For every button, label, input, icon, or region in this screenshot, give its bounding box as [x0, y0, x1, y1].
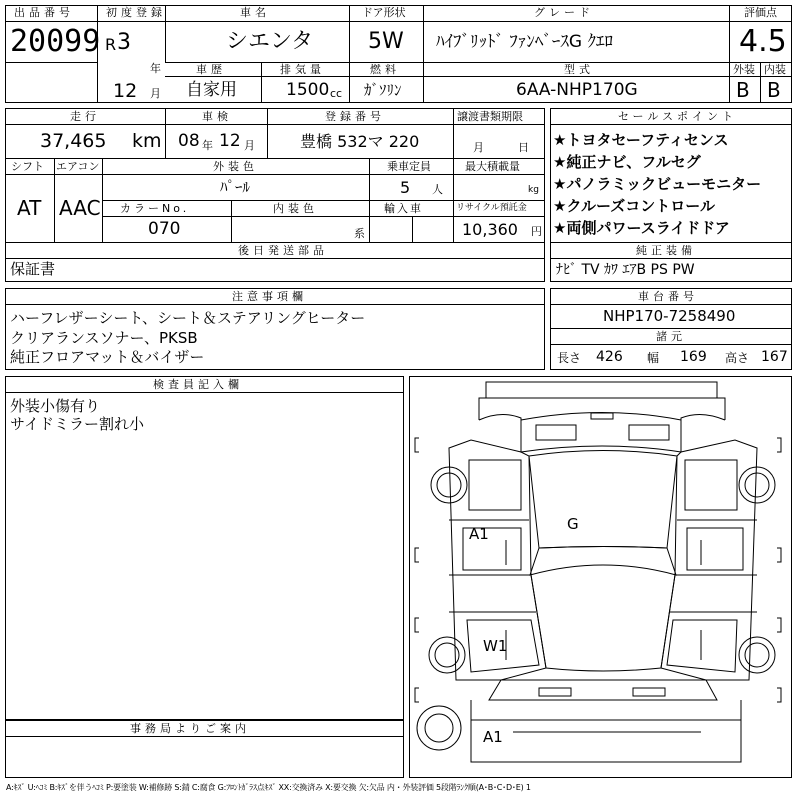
model-code: 6AA-NHP170G: [516, 80, 638, 100]
equipment-label: 純正装備: [636, 244, 696, 257]
damage-mark: W1: [483, 637, 508, 655]
divider: [550, 124, 792, 125]
grade-label: グレード: [534, 6, 594, 19]
displacement-unit: cc: [330, 87, 343, 100]
mileage: 37,465: [40, 130, 107, 152]
damage-legend: A:ｷｽﾞ U:ﾍｺﾐ B:ｷｽﾞを伴うﾍｺﾐ P:要塗装 W:補修跡 S:錆 C:腐食 G:ﾌﾛﾝﾄｶﾞﾗｽ点ｷｽﾞ XX:交換済み X:要交換 欠:欠品 内・外装評価 5段階ﾗﾝｸ順(A･B･C･D･E) 1: [6, 783, 531, 792]
color-number-label: カラーNo.: [120, 202, 190, 215]
car-name-label: 車名: [240, 6, 270, 19]
transfer-day-unit: 日: [518, 141, 529, 154]
height-label: 高さ: [725, 351, 750, 365]
divider: [5, 392, 404, 393]
length: 426: [596, 349, 623, 365]
sales-point-item: ★クルーズコントロール: [553, 197, 715, 215]
divider: [102, 216, 545, 217]
history: 自家用: [186, 80, 237, 100]
transfer-deadline-label: 譲渡書類期限: [457, 110, 523, 123]
divider: [5, 242, 545, 243]
first-registration-label: 初度登録: [106, 6, 166, 19]
inspection-label: 車検: [202, 110, 232, 123]
inspector-note: 外装小傷有り: [10, 397, 101, 415]
sales-points-list: [553, 129, 761, 239]
exterior-grade: B: [736, 78, 750, 102]
divider: [550, 258, 792, 259]
length-label: 長さ: [557, 351, 582, 365]
interior-grade: B: [767, 78, 781, 102]
width: 169: [680, 349, 707, 365]
divider: [729, 5, 730, 103]
note-line: 純正フロアマット＆バイザー: [10, 348, 205, 366]
capacity-label: 乗車定員: [387, 160, 431, 173]
lot-number: 20099: [10, 24, 101, 59]
score-label: 評価点: [744, 6, 777, 19]
ac-label: エアコン: [56, 160, 100, 173]
sales-point-item: ★両側パワースライドドア: [553, 219, 730, 237]
exterior-label: 外装: [733, 63, 755, 76]
inspector-note: サイドミラー割れ小: [10, 415, 144, 433]
recycle-deposit: 10,360: [462, 220, 518, 239]
divider: [349, 5, 350, 103]
chassis-number: NHP170-7258490: [603, 307, 736, 325]
divider: [412, 216, 413, 242]
height: 167: [761, 349, 788, 365]
divider: [5, 304, 545, 305]
divider: [231, 200, 232, 242]
car-name: シエンタ: [226, 29, 314, 54]
registration-year: 3: [117, 30, 131, 55]
era: R: [105, 35, 117, 54]
interior-color-label: 内装色: [273, 202, 318, 215]
divider: [102, 158, 103, 242]
divider: [165, 62, 792, 63]
width-label: 幅: [647, 351, 660, 365]
inspection-month-unit: 月: [244, 139, 255, 152]
note-line: ハーフレザーシート、シート＆ステアリングヒーター: [10, 309, 366, 327]
max-load-label: 最大積載量: [465, 160, 520, 173]
damage-mark: A1: [469, 525, 489, 543]
inspection-year: 08: [178, 131, 200, 151]
sales-points-label: セールスポイント: [618, 110, 738, 123]
model-label: 型式: [564, 63, 594, 76]
inspector-label: 検査員記入欄: [153, 378, 243, 391]
seating-capacity: 5: [400, 178, 411, 197]
divider: [550, 328, 792, 329]
body-color: ﾊﾟｰﾙ: [220, 178, 251, 196]
divider: [5, 21, 792, 22]
divider: [760, 62, 761, 103]
air-conditioner: AAC: [59, 196, 101, 220]
overall-score: 4.5: [739, 24, 787, 59]
divider: [423, 5, 424, 103]
divider: [5, 736, 404, 737]
recycle-deposit-label: リサイクル預託金: [456, 203, 527, 213]
year-unit: 年: [150, 62, 161, 75]
later-parts-label: 後日発送部品: [238, 244, 328, 257]
capacity-unit: 人: [432, 183, 443, 196]
recycle-unit: 円: [531, 225, 542, 238]
month-unit: 月: [150, 87, 161, 100]
shift: AT: [17, 196, 42, 220]
dims-label: 諸元: [656, 330, 686, 343]
divider: [453, 108, 454, 158]
divider: [550, 344, 792, 345]
divider: [453, 158, 454, 242]
import-label: 輸入車: [384, 202, 423, 215]
fuel: ｶﾞｿﾘﾝ: [364, 81, 402, 99]
divider: [54, 158, 55, 242]
damage-mark: G: [567, 515, 579, 533]
divider: [550, 304, 792, 305]
mileage-label: 走行: [70, 110, 100, 123]
divider: [5, 158, 545, 159]
divider: [267, 108, 268, 158]
history-label: 車歴: [196, 63, 226, 76]
sales-point-item: ★パノラミックビューモニター: [553, 175, 762, 193]
fuel-label: 燃料: [370, 63, 400, 76]
shift-label: シフト: [11, 160, 44, 173]
divider: [102, 200, 545, 201]
color-number: 070: [148, 219, 181, 239]
registration-month: 12: [113, 80, 138, 102]
interior-label: 内装: [764, 63, 786, 76]
registration-label: 登録番号: [325, 110, 385, 123]
later-parts: 保証書: [10, 260, 56, 278]
mileage-unit: km: [132, 130, 162, 152]
registration-number: 豊橋 532マ 220: [300, 132, 420, 151]
note-line: クリアランスソナー、PKSB: [10, 329, 198, 347]
sales-point-item: ★トヨタセーフティセンス: [553, 131, 729, 149]
door-type: 5W: [368, 29, 404, 54]
grade: ﾊｲﾌﾞﾘｯﾄﾞ ﾌｧﾝﾍﾞｰｽG ｸｴﾛ: [436, 32, 613, 52]
chassis-label: 車台番号: [638, 290, 698, 303]
divider: [165, 108, 166, 158]
load-unit: kg: [528, 185, 539, 195]
divider: [5, 62, 97, 63]
divider: [165, 76, 792, 77]
damage-diagram: [409, 376, 792, 778]
displacement: 1500: [286, 80, 330, 100]
lot-no-label: 出品番号: [14, 6, 74, 19]
inspection-year-unit: 年: [202, 139, 213, 152]
interior-color-unit: 系: [354, 227, 365, 240]
door-label: ドア形状: [362, 6, 406, 19]
divider: [5, 258, 545, 259]
inspection-month: 12: [219, 131, 241, 151]
displacement-label: 排気量: [280, 63, 325, 76]
color-label: 外装色: [213, 160, 258, 173]
sales-point-item: ★純正ナビ、フルセグ: [553, 153, 701, 171]
office-notice-label: 事務局よりご案内: [130, 722, 250, 735]
divider: [261, 62, 262, 103]
notes-label: 注意事項欄: [232, 290, 307, 303]
equipment: ﾅﾋﾞ TV ｶﾜ ｴｱB PS PW: [556, 262, 695, 278]
divider: [5, 174, 545, 175]
transfer-month-unit: 月: [473, 141, 484, 154]
divider: [5, 124, 545, 125]
divider: [369, 158, 370, 242]
divider: [550, 242, 792, 243]
car-body-diagram: [410, 377, 791, 777]
damage-mark: A1: [483, 728, 503, 746]
